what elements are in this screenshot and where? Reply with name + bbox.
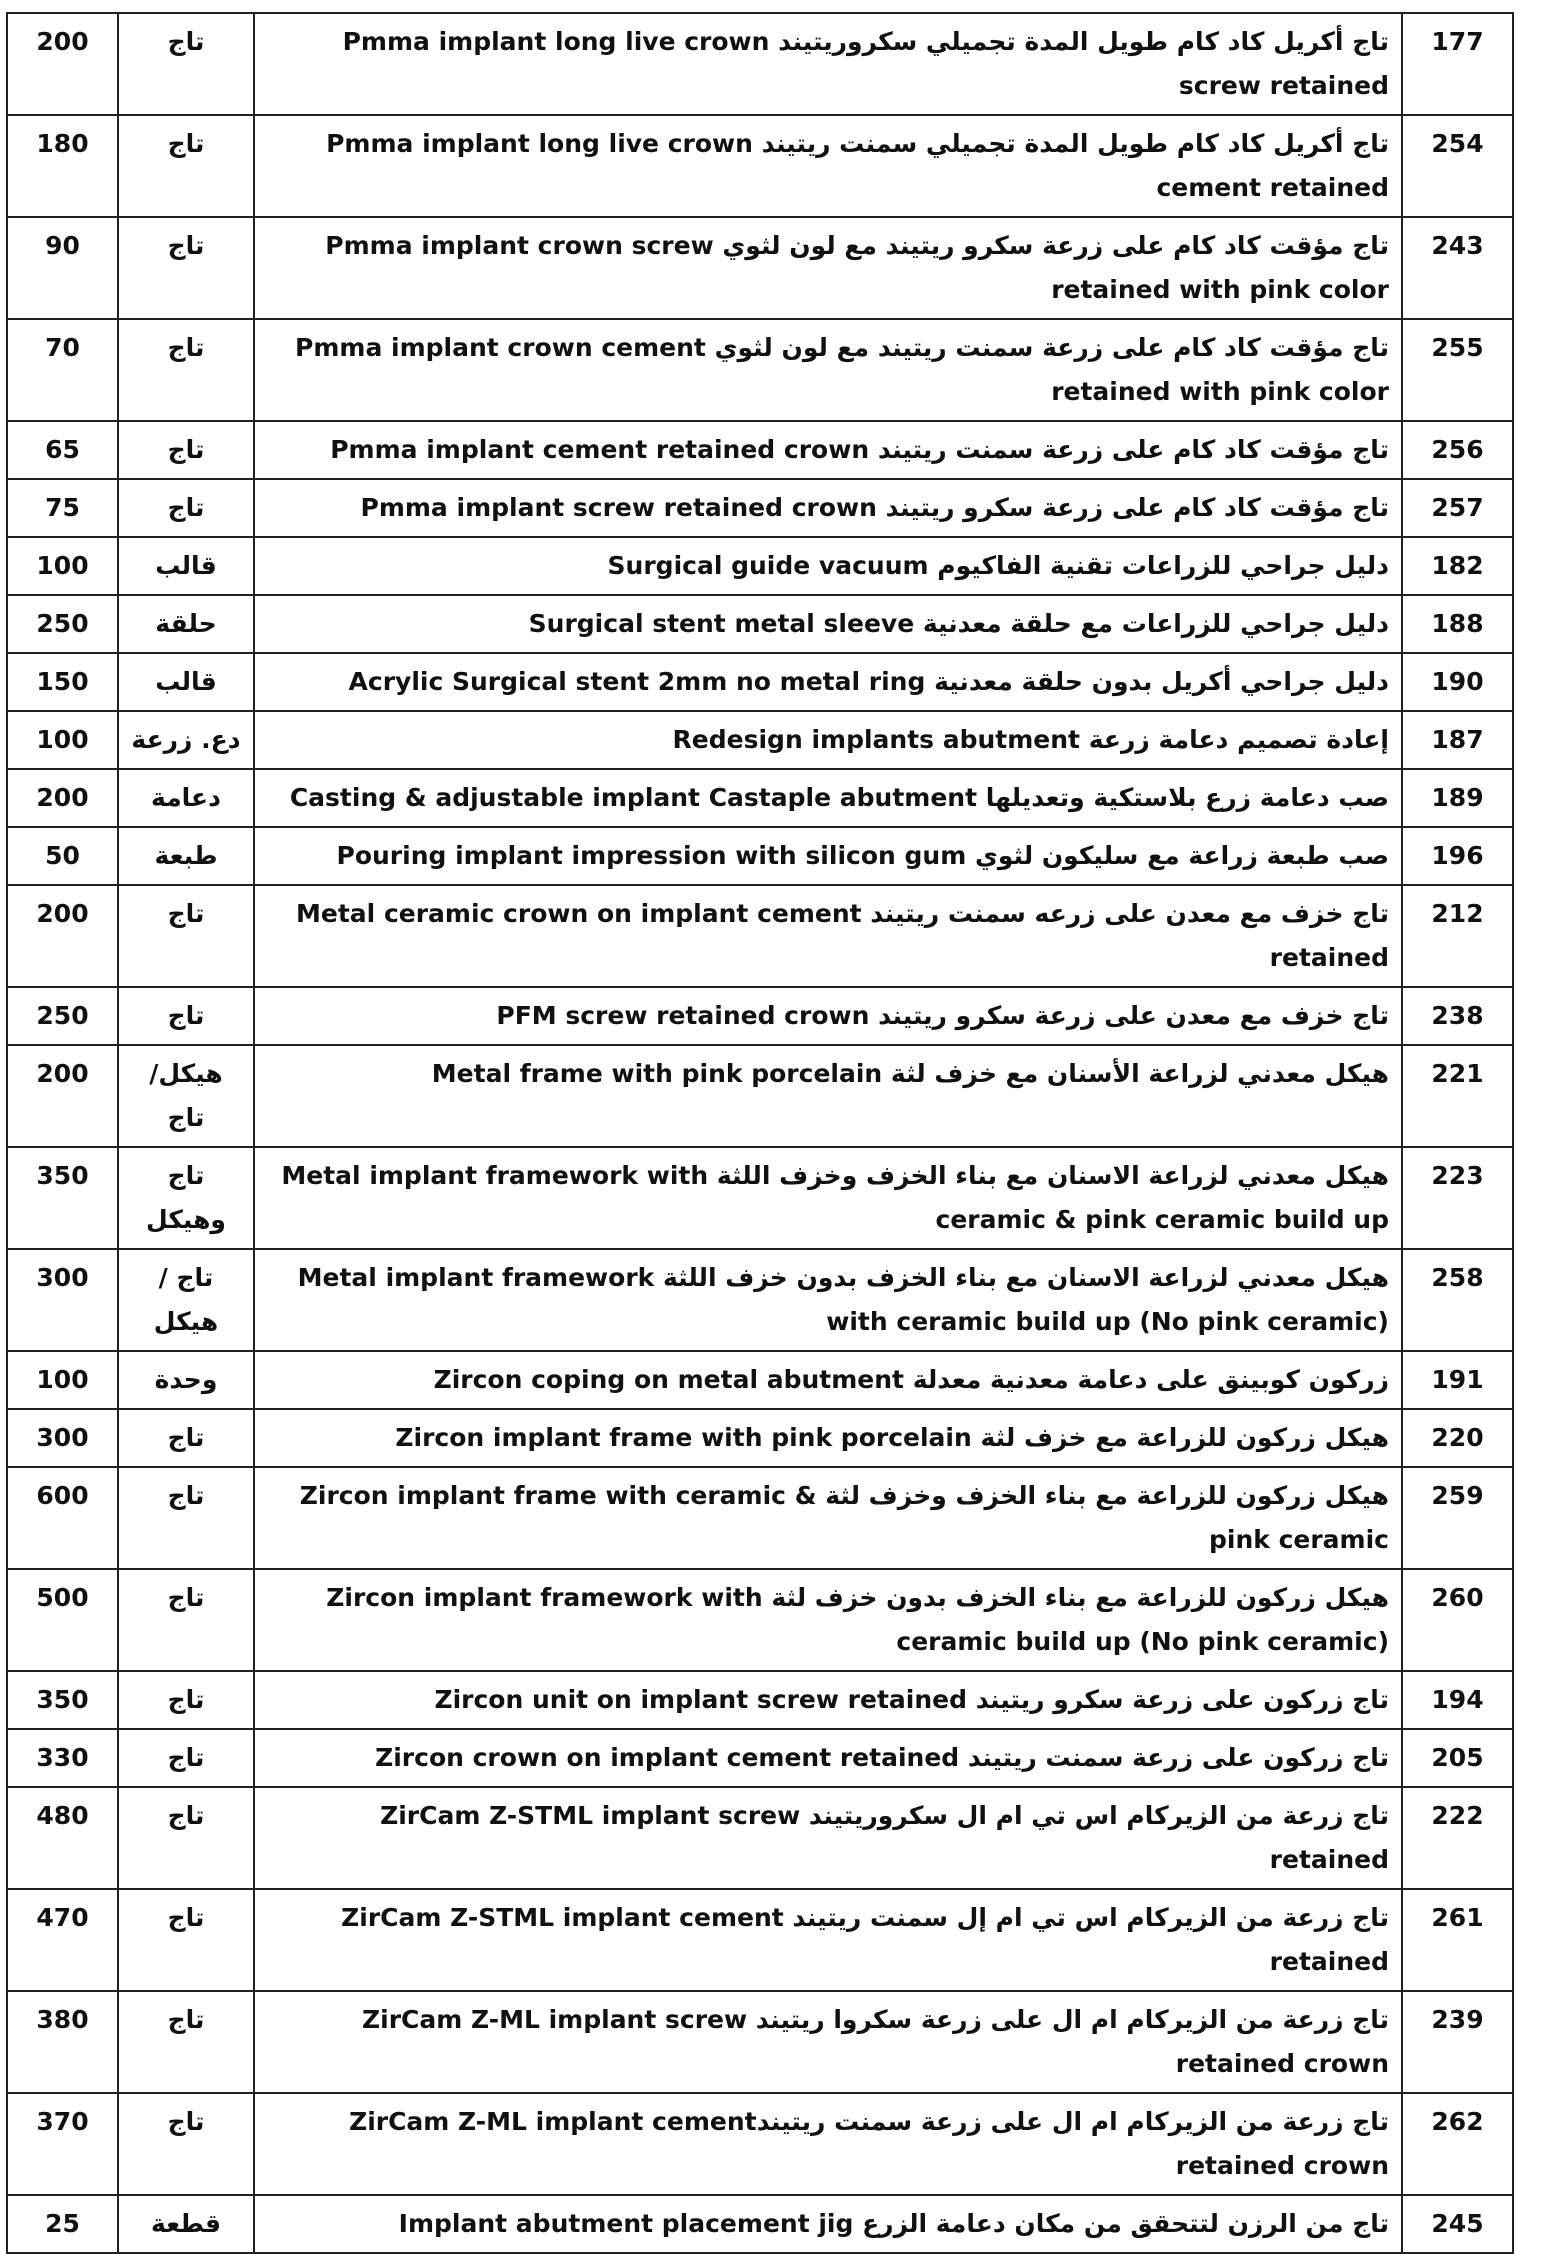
unit-cell: تاج	[118, 217, 254, 319]
description-cell: هيكل زركون للزراعة مع بناء الخزف بدون خزف لثة Zircon implant framework with ceramic build up (No pink ceramic)	[254, 1569, 1402, 1671]
unit-cell: تاج	[118, 1467, 254, 1569]
price-cell: 350	[7, 1147, 118, 1249]
item-code-cell: 223	[1402, 1147, 1513, 1249]
description-cell: إعادة تصميم دعامة زرعة Redesign implants abutment	[254, 711, 1402, 769]
price-cell: 50	[7, 827, 118, 885]
table-row	[7, 1249, 1513, 1351]
description-cell: تاج زرعة من الزيركام اس تي ام ال سكروريتيند ZirCam Z-STML implant screw retained	[254, 1787, 1402, 1889]
description-cell: تاج من الرزن لتتحقق من مكان دعامة الزرع Implant abutment placement jig	[254, 2195, 1402, 2253]
table-row	[7, 1467, 1513, 1569]
item-code-cell: 188	[1402, 595, 1513, 653]
description-cell: تاج مؤقت كاد كام على زرعة سمنت ريتيند مع لون لثوي Pmma implant crown cement retained with pink color	[254, 319, 1402, 421]
unit-cell: تاج	[118, 1889, 254, 1991]
price-cell: 100	[7, 711, 118, 769]
description-cell: تاج مؤقت كاد كام على زرعة سكرو ريتيند Pmma implant screw retained crown	[254, 479, 1402, 537]
price-cell: 200	[7, 1045, 118, 1147]
item-code-cell: 182	[1402, 537, 1513, 595]
description-cell: دليل جراحي أكريل بدون حلقة معدنية Acrylic Surgical stent 2mm no metal ring	[254, 653, 1402, 711]
price-cell: 380	[7, 1991, 118, 2093]
description-cell: تاج مؤقت كاد كام على زرعة سكرو ريتيند مع لون لثوي Pmma implant crown screw retained with pink color	[254, 217, 1402, 319]
table-row	[7, 1729, 1513, 1787]
description-cell: تاج خزف مع معدن على زرعة سكرو ريتيند PFM screw retained crown	[254, 987, 1402, 1045]
table-row	[7, 115, 1513, 217]
price-cell: 470	[7, 1889, 118, 1991]
item-code-cell: 238	[1402, 987, 1513, 1045]
table-row	[7, 1351, 1513, 1409]
description-cell: هيكل زركون للزراعة مع بناء الخزف وخزف لثة Zircon implant frame with ceramic & pink ceramic	[254, 1467, 1402, 1569]
item-code-cell: 262	[1402, 2093, 1513, 2195]
unit-cell: دعامة	[118, 769, 254, 827]
unit-cell: قالب	[118, 653, 254, 711]
price-cell: 100	[7, 537, 118, 595]
item-code-cell: 243	[1402, 217, 1513, 319]
price-cell: 75	[7, 479, 118, 537]
item-code-cell: 190	[1402, 653, 1513, 711]
description-cell: زركون كوبينق على دعامة معدنية معدلة Zircon coping on metal abutment	[254, 1351, 1402, 1409]
price-cell: 100	[7, 1351, 118, 1409]
table-row	[7, 769, 1513, 827]
unit-cell: تاج	[118, 479, 254, 537]
price-cell: 600	[7, 1467, 118, 1569]
price-cell: 200	[7, 13, 118, 115]
description-cell: تاج زرعة من الزيركام اس تي ام إل سمنت ريتيند ZirCam Z-STML implant cement retained	[254, 1889, 1402, 1991]
table-row	[7, 1147, 1513, 1249]
price-cell: 65	[7, 421, 118, 479]
item-code-cell: 259	[1402, 1467, 1513, 1569]
unit-cell: حلقة	[118, 595, 254, 653]
unit-cell: تاج	[118, 1729, 254, 1787]
item-code-cell: 189	[1402, 769, 1513, 827]
table-row	[7, 479, 1513, 537]
description-cell: صب دعامة زرع بلاستكية وتعديلها Casting & adjustable implant Castaple abutment	[254, 769, 1402, 827]
price-cell: 150	[7, 653, 118, 711]
description-cell: تاج زركون على زرعة سكرو ريتيند Zircon unit on implant screw retained	[254, 1671, 1402, 1729]
unit-cell: تاج	[118, 1569, 254, 1671]
description-cell: تاج مؤقت كاد كام على زرعة سمنت ريتيند Pmma implant cement retained crown	[254, 421, 1402, 479]
description-cell: تاج زرعة من الزيركام ام ال على زرعة سكروا ريتيند ZirCam Z-ML implant screw retained crown	[254, 1991, 1402, 2093]
item-code-cell: 187	[1402, 711, 1513, 769]
unit-cell: تاج	[118, 1787, 254, 1889]
price-cell: 70	[7, 319, 118, 421]
item-code-cell: 254	[1402, 115, 1513, 217]
price-cell: 500	[7, 1569, 118, 1671]
table-row	[7, 1569, 1513, 1671]
table-row	[7, 1671, 1513, 1729]
price-cell: 200	[7, 885, 118, 987]
description-cell: هيكل معدني لزراعة الأسنان مع خزف لثة Metal frame with pink porcelain	[254, 1045, 1402, 1147]
unit-cell: تاج	[118, 885, 254, 987]
table-row	[7, 2093, 1513, 2195]
price-cell: 250	[7, 987, 118, 1045]
item-code-cell: 239	[1402, 1991, 1513, 2093]
table-row	[7, 319, 1513, 421]
unit-cell: تاج	[118, 421, 254, 479]
item-code-cell: 255	[1402, 319, 1513, 421]
unit-cell: تاج	[118, 1409, 254, 1467]
description-cell: تاج زركون على زرعة سمنت ريتيند Zircon crown on implant cement retained	[254, 1729, 1402, 1787]
item-code-cell: 260	[1402, 1569, 1513, 1671]
item-code-cell: 222	[1402, 1787, 1513, 1889]
table-row	[7, 1889, 1513, 1991]
price-cell: 300	[7, 1249, 118, 1351]
price-cell: 250	[7, 595, 118, 653]
unit-cell: تاج	[118, 1991, 254, 2093]
unit-cell: دع. زرعة	[118, 711, 254, 769]
description-cell: تاج أكريل كاد كام طويل المدة تجميلي سمنت ريتيند Pmma implant long live crown cement retained	[254, 115, 1402, 217]
unit-cell: طبعة	[118, 827, 254, 885]
table-row	[7, 1409, 1513, 1467]
table-row	[7, 537, 1513, 595]
unit-cell: وحدة	[118, 1351, 254, 1409]
table-row	[7, 2195, 1513, 2253]
description-cell: هيكل معدني لزراعة الاسنان مع بناء الخزف بدون خزف اللثة Metal implant framework with ceramic build up (No pink ceramic)	[254, 1249, 1402, 1351]
description-cell: تاج خزف مع معدن على زرعه سمنت ريتيند Metal ceramic crown on implant cement retained	[254, 885, 1402, 987]
unit-cell: قالب	[118, 537, 254, 595]
item-code-cell: 212	[1402, 885, 1513, 987]
price-cell: 200	[7, 769, 118, 827]
table-row	[7, 1787, 1513, 1889]
table-row	[7, 827, 1513, 885]
price-cell: 300	[7, 1409, 118, 1467]
table-row	[7, 13, 1513, 115]
item-code-cell: 196	[1402, 827, 1513, 885]
price-cell: 350	[7, 1671, 118, 1729]
item-code-cell: 258	[1402, 1249, 1513, 1351]
description-cell: تاج زرعة من الزيركام ام ال على زرعة سمنت ريتيندZirCam Z-ML implant cement retained crown	[254, 2093, 1402, 2195]
unit-cell: تاج	[118, 987, 254, 1045]
price-cell: 180	[7, 115, 118, 217]
description-cell: تاج أكريل كاد كام طويل المدة تجميلي سكروريتيند Pmma implant long live crown screw retained	[254, 13, 1402, 115]
table-row	[7, 653, 1513, 711]
description-cell: دليل جراحي للزراعات تقنية الفاكيوم Surgical guide vacuum	[254, 537, 1402, 595]
price-cell: 330	[7, 1729, 118, 1787]
item-code-cell: 256	[1402, 421, 1513, 479]
description-cell: صب طبعة زراعة مع سليكون لثوي Pouring implant impression with silicon gum	[254, 827, 1402, 885]
description-cell: هيكل زركون للزراعة مع خزف لثة Zircon implant frame with pink porcelain	[254, 1409, 1402, 1467]
description-cell: دليل جراحي للزراعات مع حلقة معدنية Surgical stent metal sleeve	[254, 595, 1402, 653]
item-code-cell: 205	[1402, 1729, 1513, 1787]
item-code-cell: 191	[1402, 1351, 1513, 1409]
item-code-cell: 221	[1402, 1045, 1513, 1147]
description-cell: هيكل معدني لزراعة الاسنان مع بناء الخزف وخزف اللثة Metal implant framework with ceramic & pink ceramic build up	[254, 1147, 1402, 1249]
price-cell: 370	[7, 2093, 118, 2195]
unit-cell: تاج	[118, 115, 254, 217]
price-cell: 480	[7, 1787, 118, 1889]
item-code-cell: 220	[1402, 1409, 1513, 1467]
unit-cell: تاج	[118, 13, 254, 115]
item-code-cell: 245	[1402, 2195, 1513, 2253]
unit-cell: تاج	[118, 1671, 254, 1729]
table-row	[7, 885, 1513, 987]
unit-cell: تاج	[118, 2093, 254, 2195]
item-code-cell: 261	[1402, 1889, 1513, 1991]
item-code-cell: 177	[1402, 13, 1513, 115]
table-row	[7, 1045, 1513, 1147]
table-row	[7, 595, 1513, 653]
table-row	[7, 987, 1513, 1045]
price-table	[6, 12, 1514, 2254]
table-row	[7, 1991, 1513, 2093]
price-cell: 90	[7, 217, 118, 319]
unit-cell: تاج / هيكل	[118, 1249, 254, 1351]
table-row	[7, 711, 1513, 769]
price-cell: 25	[7, 2195, 118, 2253]
table-row	[7, 421, 1513, 479]
unit-cell: هيكل/ تاج	[118, 1045, 254, 1147]
unit-cell: تاج	[118, 319, 254, 421]
table-row	[7, 217, 1513, 319]
item-code-cell: 194	[1402, 1671, 1513, 1729]
price-table-body	[7, 13, 1513, 2253]
unit-cell: قطعة	[118, 2195, 254, 2253]
item-code-cell: 257	[1402, 479, 1513, 537]
unit-cell: تاج وهيكل	[118, 1147, 254, 1249]
